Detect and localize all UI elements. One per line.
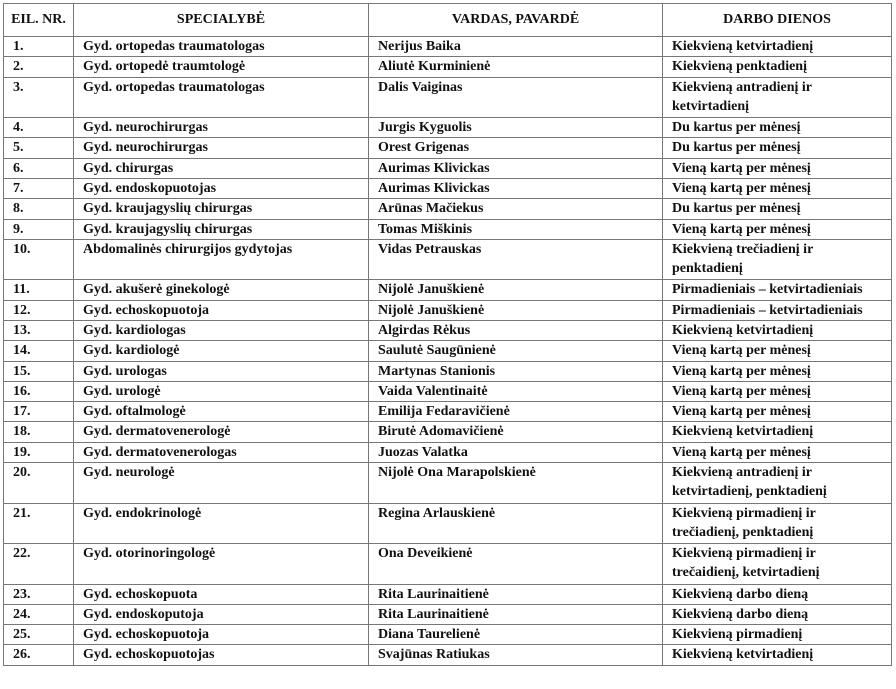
row-specialty: Gyd. kraujagyslių chirurgas [74,199,369,219]
row-doctor-name: Algirdas Rėkus [369,320,663,340]
row-work-days: Kiekvieną pirmadienį ir trečiadienį, penktadienį [663,503,892,544]
row-doctor-name: Nijolė Januškienė [369,280,663,300]
row-work-days: Kiekvieną trečiadienį ir penktadienį [663,239,892,280]
row-work-days: Kiekvieną pirmadienį ir trečaidienį, ketvirtadienį [663,544,892,585]
row-doctor-name: Tomas Miškinis [369,219,663,239]
table-row [4,239,892,280]
row-specialty: Gyd. echoskopuota [74,584,369,604]
table-row [4,604,892,624]
table-row [4,280,892,300]
row-specialty: Gyd. endokrinologė [74,503,369,544]
row-work-days: Kiekvieną antradienį ir ketvirtadienį [663,77,892,118]
row-specialty: Gyd. dermatovenerologas [74,442,369,462]
row-specialty: Gyd. kardiologė [74,341,369,361]
header-days: DARBO DIENOS [663,4,892,37]
row-specialty: Gyd. ortopedė traumtologė [74,57,369,77]
table-header-row [4,4,892,37]
row-doctor-name: Birutė Adomavičienė [369,422,663,442]
row-number: 17. [4,402,74,422]
row-work-days: Vieną kartą per mėnesį [663,381,892,401]
row-specialty: Gyd. neurochirurgas [74,138,369,158]
row-number: 15. [4,361,74,381]
table-row [4,645,892,665]
row-specialty: Gyd. ortopedas traumatologas [74,77,369,118]
row-number: 18. [4,422,74,442]
table-row [4,584,892,604]
header-specialty: SPECIALYBĖ [74,4,369,37]
table-row [4,544,892,585]
row-doctor-name: Aurimas Klivickas [369,178,663,198]
row-work-days: Kiekvieną penktadienį [663,57,892,77]
row-specialty: Gyd. akušerė ginekologė [74,280,369,300]
header-name: VARDAS, PAVARDĖ [369,4,663,37]
row-doctor-name: Saulutė Saugūnienė [369,341,663,361]
row-work-days: Vieną kartą per mėnesį [663,341,892,361]
row-number: 26. [4,645,74,665]
row-number: 9. [4,219,74,239]
row-number: 2. [4,57,74,77]
table-row [4,361,892,381]
table-row [4,37,892,57]
row-work-days: Vieną kartą per mėnesį [663,178,892,198]
row-specialty: Gyd. endoskoputoja [74,604,369,624]
row-doctor-name: Rita Laurinaitienė [369,584,663,604]
table-row [4,219,892,239]
row-number: 8. [4,199,74,219]
row-number: 24. [4,604,74,624]
row-doctor-name: Martynas Stanionis [369,361,663,381]
row-number: 3. [4,77,74,118]
table-row [4,178,892,198]
row-doctor-name: Juozas Valatka [369,442,663,462]
row-specialty: Gyd. chirurgas [74,158,369,178]
table-row [4,341,892,361]
row-work-days: Du kartus per mėnesį [663,118,892,138]
row-work-days: Vieną kartą per mėnesį [663,219,892,239]
row-specialty: Gyd. dermatovenerologė [74,422,369,442]
table-row [4,503,892,544]
row-work-days: Kiekvieną antradienį ir ketvirtadienį, penktadienį [663,463,892,504]
row-doctor-name: Vidas Petrauskas [369,239,663,280]
row-work-days: Du kartus per mėnesį [663,138,892,158]
row-specialty: Gyd. neurochirurgas [74,118,369,138]
row-number: 19. [4,442,74,462]
row-specialty: Gyd. urologė [74,381,369,401]
row-work-days: Kiekvieną pirmadienį [663,625,892,645]
table-row [4,57,892,77]
row-doctor-name: Nijolė Januškienė [369,300,663,320]
row-doctor-name: Nerijus Baika [369,37,663,57]
row-doctor-name: Jurgis Kyguolis [369,118,663,138]
row-specialty: Gyd. ortopedas traumatologas [74,37,369,57]
row-specialty: Gyd. oftalmologė [74,402,369,422]
row-number: 13. [4,320,74,340]
table-row [4,300,892,320]
table-row [4,199,892,219]
row-specialty: Gyd. echoskopuotoja [74,300,369,320]
row-number: 4. [4,118,74,138]
row-number: 21. [4,503,74,544]
row-specialty: Abdomalinės chirurgijos gydytojas [74,239,369,280]
row-doctor-name: Aliutė Kurminienė [369,57,663,77]
row-work-days: Vieną kartą per mėnesį [663,158,892,178]
row-specialty: Gyd. neurologė [74,463,369,504]
row-number: 7. [4,178,74,198]
table-row [4,118,892,138]
table-row [4,381,892,401]
row-number: 6. [4,158,74,178]
row-number: 14. [4,341,74,361]
row-doctor-name: Nijolė Ona Marapolskienė [369,463,663,504]
row-number: 16. [4,381,74,401]
table-row [4,442,892,462]
row-work-days: Vieną kartą per mėnesį [663,402,892,422]
table-row [4,77,892,118]
row-number: 20. [4,463,74,504]
row-doctor-name: Aurimas Klivickas [369,158,663,178]
row-doctor-name: Rita Laurinaitienė [369,604,663,624]
row-work-days: Pirmadieniais – ketvirtadieniais [663,300,892,320]
row-doctor-name: Svajūnas Ratiukas [369,645,663,665]
row-specialty: Gyd. echoskopuotoja [74,625,369,645]
row-work-days: Du kartus per mėnesį [663,199,892,219]
row-number: 1. [4,37,74,57]
row-work-days: Vieną kartą per mėnesį [663,442,892,462]
table-row [4,158,892,178]
row-specialty: Gyd. otorinoringologė [74,544,369,585]
row-number: 5. [4,138,74,158]
row-doctor-name: Diana Taurelienė [369,625,663,645]
row-work-days: Kiekvieną ketvirtadienį [663,645,892,665]
row-doctor-name: Vaida Valentinaitė [369,381,663,401]
table-body [4,37,892,666]
row-doctor-name: Emilija Fedaravičienė [369,402,663,422]
row-number: 11. [4,280,74,300]
row-specialty: Gyd. kraujagyslių chirurgas [74,219,369,239]
row-specialty: Gyd. kardiologas [74,320,369,340]
table-row [4,320,892,340]
table-row [4,463,892,504]
row-doctor-name: Arūnas Mačiekus [369,199,663,219]
row-doctor-name: Ona Deveikienė [369,544,663,585]
row-number: 25. [4,625,74,645]
row-number: 12. [4,300,74,320]
header-nr: EIL. NR. [4,4,74,37]
row-work-days: Kiekvieną darbo dieną [663,604,892,624]
row-specialty: Gyd. urologas [74,361,369,381]
row-work-days: Kiekvieną ketvirtadienį [663,320,892,340]
table-row [4,422,892,442]
row-doctor-name: Dalis Vaiginas [369,77,663,118]
row-number: 22. [4,544,74,585]
table-row [4,402,892,422]
row-work-days: Kiekvieną darbo dieną [663,584,892,604]
table-row [4,625,892,645]
row-work-days: Pirmadieniais – ketvirtadieniais [663,280,892,300]
row-work-days: Vieną kartą per mėnesį [663,361,892,381]
table-row [4,138,892,158]
row-specialty: Gyd. echoskopuotojas [74,645,369,665]
row-number: 10. [4,239,74,280]
row-work-days: Kiekvieną ketvirtadienį [663,422,892,442]
row-number: 23. [4,584,74,604]
row-specialty: Gyd. endoskopuotojas [74,178,369,198]
row-doctor-name: Orest Grigenas [369,138,663,158]
row-work-days: Kiekvieną ketvirtadienį [663,37,892,57]
doctor-schedule-table [3,3,892,666]
row-doctor-name: Regina Arlauskienė [369,503,663,544]
